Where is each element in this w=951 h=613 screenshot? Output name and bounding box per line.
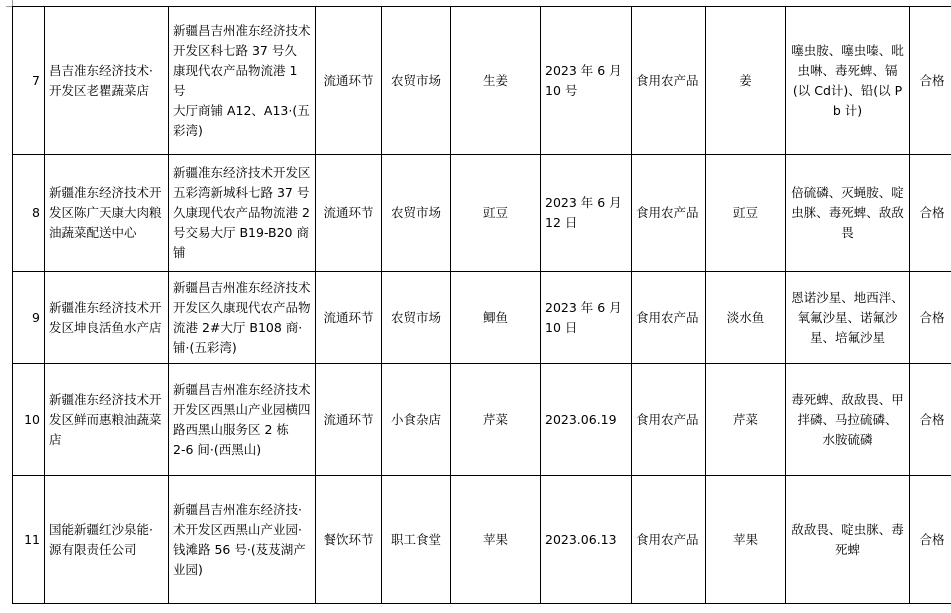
sampling-place: 农贸市场	[382, 155, 451, 272]
business-address-line: 新疆昌吉州准东经济技术开发区久康现代农产品物流港 2#大厅 B108 商·铺·(五彩湾)	[173, 279, 311, 355]
business-address	[169, 7, 316, 155]
test-items	[786, 155, 910, 272]
row-number: 8	[13, 155, 45, 272]
test-items	[786, 476, 910, 604]
business-address-line: 大厅商铺 A12、A13·(五彩湾)	[173, 102, 310, 138]
food-category: 食用农产品	[632, 476, 706, 604]
table-body	[13, 7, 951, 604]
row-number: 10	[13, 364, 45, 476]
business-name: 昌吉准东经济技术·开发区老瞿蔬菜店	[45, 7, 169, 155]
business-address	[169, 476, 316, 604]
business-address-line: 新疆准东经济技术开发区五彩湾新城科七路 37 号久康现代农产品物流港 2 号交易大厅 B19-B20 商铺	[173, 165, 311, 260]
food-subcategory: 芹菜	[706, 364, 786, 476]
sampling-stage: 流通环节	[316, 7, 382, 155]
test-items	[786, 272, 910, 364]
business-address	[169, 364, 316, 476]
inspection-results-table	[12, 6, 951, 604]
food-subcategory: 苹果	[706, 476, 786, 604]
business-address-line: 新疆昌吉州准东经济技术开发区西黑山产业园横四路西黑山服务区 2 栋	[173, 381, 311, 437]
food-category: 食用农产品	[632, 364, 706, 476]
sampling-place: 小食杂店	[382, 364, 451, 476]
test-items-line: 恩诺沙星、地西泮、氧氟沙星、诺氟沙星、培氟沙星	[791, 289, 904, 345]
sampling-date: 2023.06.19	[541, 364, 632, 476]
sampling-place: 农贸市场	[382, 7, 451, 155]
sample-name: 苹果	[451, 476, 541, 604]
row-number: 7	[13, 7, 45, 155]
sampling-date: 2023.06.13	[541, 476, 632, 604]
food-subcategory: 豇豆	[706, 155, 786, 272]
row-number: 11	[13, 476, 45, 604]
business-address-line: 新疆昌吉州准东经济技·术开发区西黑山产业园·钱滩路 56 号·(芨芨湖产	[173, 501, 306, 557]
table-row	[13, 272, 951, 364]
food-category: 食用农产品	[632, 7, 706, 155]
food-subcategory: 淡水鱼	[706, 272, 786, 364]
sampling-stage: 流通环节	[316, 272, 382, 364]
business-address-line: 新疆昌吉州准东经济技术开发区科七路 37 号久	[173, 22, 311, 58]
business-name: 国能新疆红沙泉能·源有限责任公司	[45, 476, 169, 604]
sampling-stage: 流通环节	[316, 155, 382, 272]
test-items	[786, 7, 910, 155]
test-result: 合格	[910, 476, 951, 604]
sampling-date: 2023 年 6 月 10 号	[541, 7, 632, 155]
table-row	[13, 476, 951, 604]
table-row	[13, 364, 951, 476]
test-items	[786, 364, 910, 476]
sampling-date: 2023 年 6 月 10 日	[541, 272, 632, 364]
business-address	[169, 155, 316, 272]
sampling-date: 2023 年 6 月 12 日	[541, 155, 632, 272]
test-items-line: 噻虫胺、噻虫嗪、吡虫啉、毒死蜱、镉(以 Cd计)、铅(以 Pb 计)	[791, 42, 904, 118]
sample-name: 鲫鱼	[451, 272, 541, 364]
test-items-line: 倍硫磷、灭蝇胺、啶虫脒、毒死蜱、敌敌畏	[791, 185, 904, 240]
sampling-place: 农贸市场	[382, 272, 451, 364]
sample-name: 芹菜	[451, 364, 541, 476]
test-items-line: 敌敌畏、啶虫脒、毒死蜱	[791, 521, 904, 557]
business-address	[169, 272, 316, 364]
business-name: 新疆准东经济技术开发区鲜而惠粮油蔬菜店	[45, 364, 169, 476]
test-items-line: 毒死蜱、敌敌畏、甲拌磷、马拉硫磷、	[791, 391, 904, 427]
test-result: 合格	[910, 272, 951, 364]
sampling-stage: 餐饮环节	[316, 476, 382, 604]
business-address-line: 业园)	[173, 561, 203, 577]
business-address-line: 康现代农产品物流港 1 号	[173, 62, 298, 98]
sample-name: 豇豆	[451, 155, 541, 272]
test-items-line: 水胺硫磷	[822, 431, 873, 447]
food-category: 食用农产品	[632, 272, 706, 364]
test-result: 合格	[910, 364, 951, 476]
test-result: 合格	[910, 7, 951, 155]
sampling-place: 职工食堂	[382, 476, 451, 604]
business-address-line: 2-6 间·(西黑山)	[173, 441, 262, 457]
sampling-stage: 流通环节	[316, 364, 382, 476]
table-row	[13, 155, 951, 272]
business-name: 新疆准东经济技术开发区坤良活鱼水产店	[45, 272, 169, 364]
table-row	[13, 7, 951, 155]
row-number: 9	[13, 272, 45, 364]
food-subcategory: 姜	[706, 7, 786, 155]
sample-name: 生姜	[451, 7, 541, 155]
test-result: 合格	[910, 155, 951, 272]
business-name: 新疆准东经济技术开发区陈广天康大肉粮油蔬菜配送中心	[45, 155, 169, 272]
food-category: 食用农产品	[632, 155, 706, 272]
